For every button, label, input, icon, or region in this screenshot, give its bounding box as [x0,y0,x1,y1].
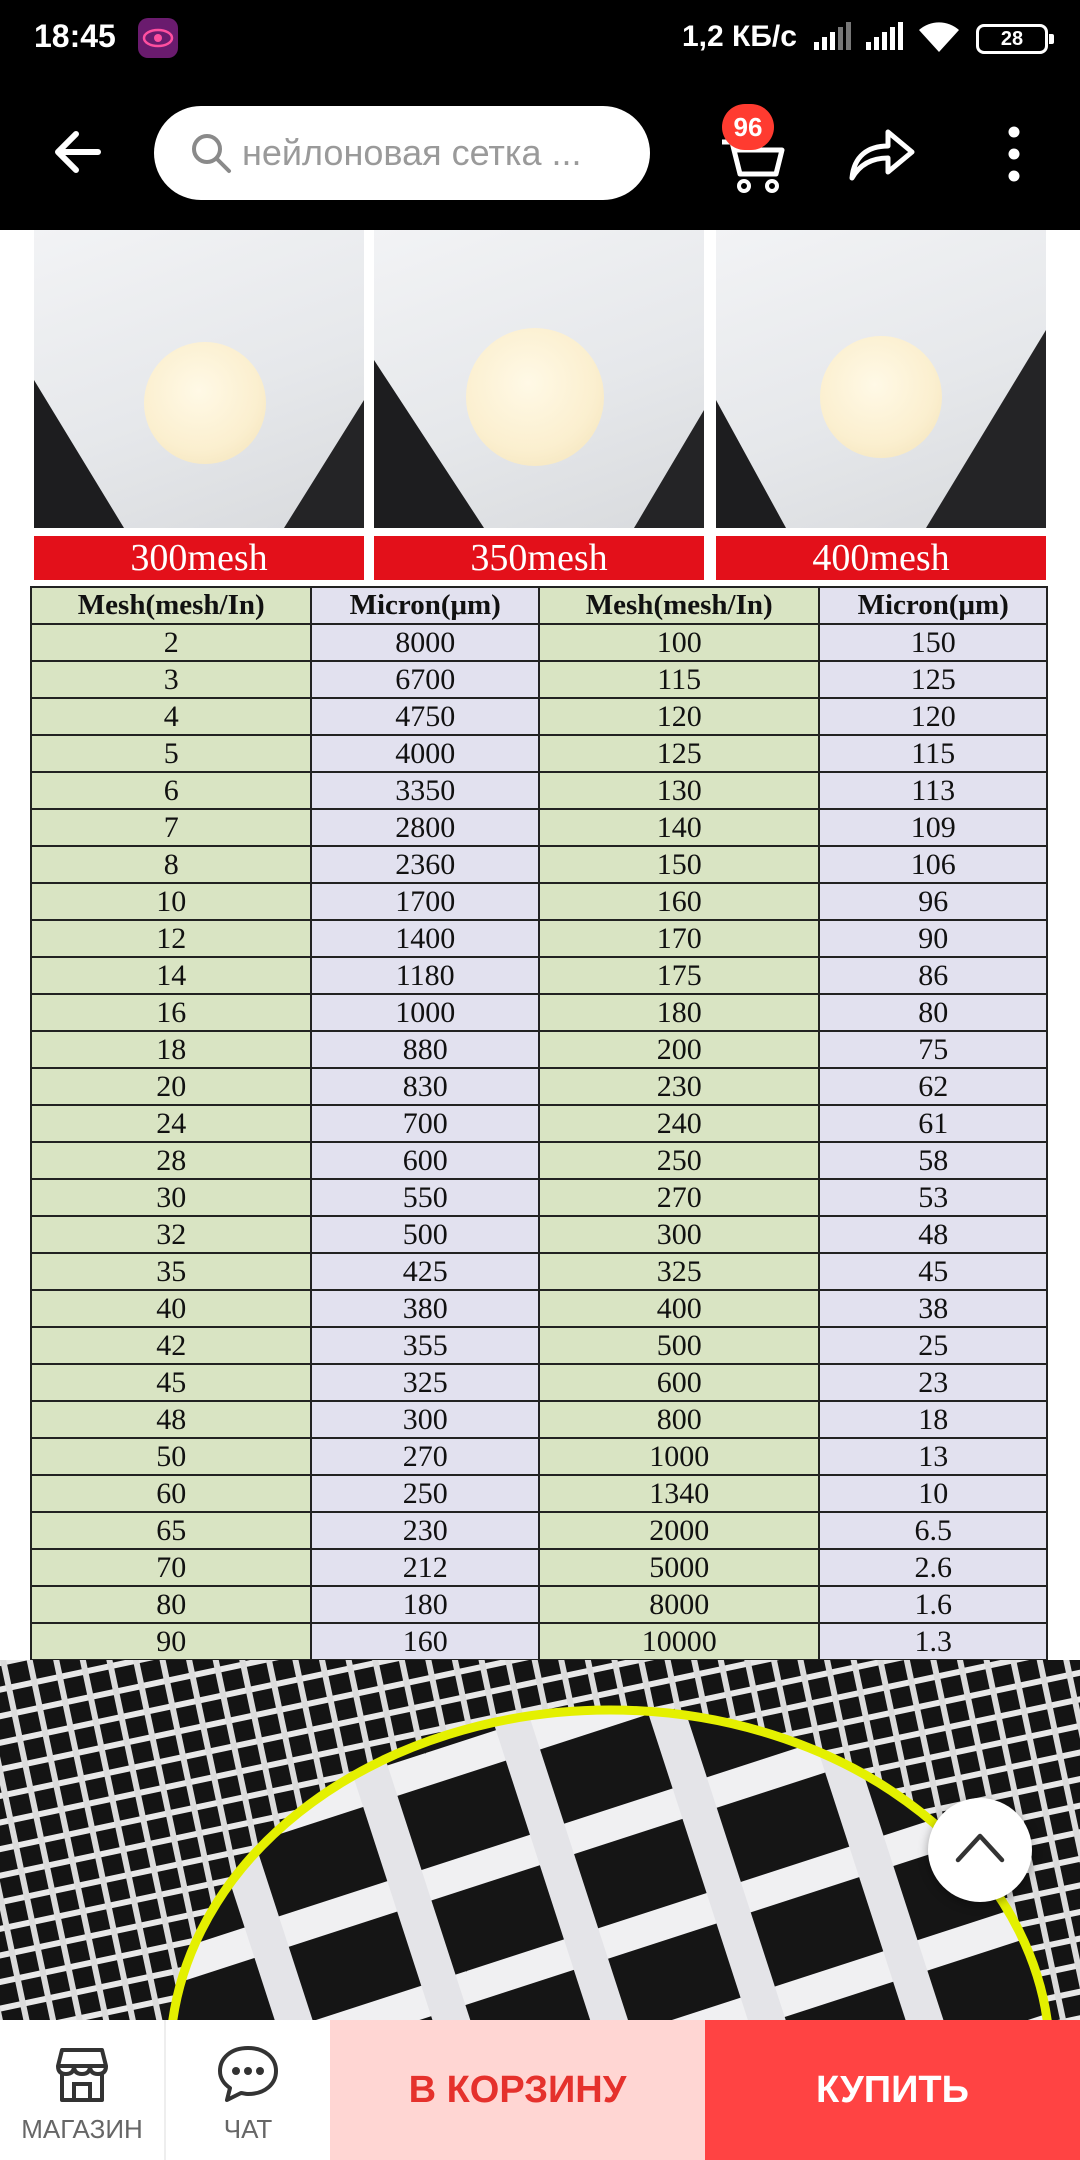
micron-cell: 23 [819,1364,1047,1401]
sample-photo-300 [34,230,364,528]
micron-cell: 62 [819,1068,1047,1105]
mesh-cell: 500 [539,1327,819,1364]
header-micron-1: Micron(μm) [311,587,539,624]
mesh-cell: 3 [31,661,311,698]
mesh-cell: 60 [31,1475,311,1512]
wifi-icon [917,20,961,54]
more-menu-icon[interactable] [996,122,1032,186]
mesh-cell: 150 [539,846,819,883]
table-row [31,1586,1047,1623]
micron-cell: 25 [819,1327,1047,1364]
micron-cell: 80 [819,994,1047,1031]
micron-cell: 830 [311,1068,539,1105]
micron-cell: 86 [819,957,1047,994]
mesh-cell: 70 [31,1549,311,1586]
mesh-cell: 20 [31,1068,311,1105]
mesh-cell: 6 [31,772,311,809]
mesh-cell: 250 [539,1142,819,1179]
mesh-micron-table [30,586,1048,1661]
back-arrow-icon[interactable] [48,122,108,182]
table-row [31,1216,1047,1253]
micron-cell: 58 [819,1142,1047,1179]
photo-label-350: 350mesh [374,536,704,580]
table-row [31,1142,1047,1179]
micron-cell: 250 [311,1475,539,1512]
micron-cell: 3350 [311,772,539,809]
micron-cell: 2800 [311,809,539,846]
mesh-cell: 100 [539,624,819,661]
micron-cell: 600 [311,1142,539,1179]
chat-button[interactable] [166,2020,330,2160]
table-row [31,1105,1047,1142]
eye-app-icon [138,18,178,58]
mesh-cell: 170 [539,920,819,957]
mesh-cell: 7 [31,809,311,846]
table-row [31,1512,1047,1549]
status-bar [0,0,1080,78]
table-row [31,1068,1047,1105]
photo-label-300: 300mesh [34,536,364,580]
table-row [31,735,1047,772]
table-row [31,1179,1047,1216]
battery-icon: 28 [976,24,1048,54]
share-icon[interactable] [846,126,916,182]
micron-cell: 1400 [311,920,539,957]
micron-cell: 550 [311,1179,539,1216]
micron-cell: 13 [819,1438,1047,1475]
table-row [31,1401,1047,1438]
micron-cell: 160 [311,1623,539,1660]
mesh-samples-image [0,230,1080,582]
mesh-cell: 1000 [539,1438,819,1475]
micron-cell: 113 [819,772,1047,809]
micron-cell: 150 [819,624,1047,661]
micron-cell: 380 [311,1290,539,1327]
micron-cell: 4000 [311,735,539,772]
search-query-text: нейлоновая сетка ... [242,132,582,173]
micron-cell: 45 [819,1253,1047,1290]
sample-photo-400 [716,230,1046,528]
mesh-cell: 1340 [539,1475,819,1512]
sample-photo-350 [374,230,704,528]
mesh-cell: 120 [539,698,819,735]
micron-cell: 425 [311,1253,539,1290]
search-icon [190,132,232,174]
micron-cell: 115 [819,735,1047,772]
signal-icon [812,22,852,52]
micron-cell: 6.5 [819,1512,1047,1549]
store-icon [50,2042,114,2106]
scroll-to-top-button[interactable] [928,1798,1032,1902]
mesh-cell: 24 [31,1105,311,1142]
header-mesh-1: Mesh(mesh/In) [31,587,311,624]
cart-button[interactable] [718,104,798,194]
mesh-cell: 230 [539,1068,819,1105]
mesh-cell: 140 [539,809,819,846]
micron-cell: 270 [311,1438,539,1475]
micron-cell: 120 [819,698,1047,735]
micron-cell: 300 [311,1401,539,1438]
mesh-cell: 240 [539,1105,819,1142]
mesh-cell: 180 [539,994,819,1031]
micron-cell: 2.6 [819,1549,1047,1586]
table-row [31,957,1047,994]
mesh-cell: 270 [539,1179,819,1216]
micron-cell: 48 [819,1216,1047,1253]
table-row [31,883,1047,920]
micron-cell: 2360 [311,846,539,883]
mesh-cell: 4 [31,698,311,735]
table-row [31,624,1047,661]
mesh-cell: 14 [31,957,311,994]
mesh-cell: 50 [31,1438,311,1475]
table-row [31,1549,1047,1586]
add-to-cart-button[interactable]: В КОРЗИНУ [330,2020,705,2160]
header-micron-2: Micron(μm) [819,587,1047,624]
mesh-cell: 300 [539,1216,819,1253]
mesh-cell: 10 [31,883,311,920]
mesh-cell: 175 [539,957,819,994]
table-row [31,1253,1047,1290]
mesh-cell: 30 [31,1179,311,1216]
table-body [31,624,1047,1660]
mesh-cell: 28 [31,1142,311,1179]
micron-cell: 53 [819,1179,1047,1216]
mesh-cell: 12 [31,920,311,957]
chat-label: ЧАТ [223,2114,273,2144]
micron-cell: 180 [311,1586,539,1623]
micron-cell: 90 [819,920,1047,957]
mesh-cell: 32 [31,1216,311,1253]
mesh-cell: 800 [539,1401,819,1438]
status-time: 18:45 [34,18,116,54]
table-row [31,846,1047,883]
micron-cell: 109 [819,809,1047,846]
mesh-cell: 42 [31,1327,311,1364]
table-row [31,920,1047,957]
bottom-action-bar [0,2020,1080,2160]
mesh-cell: 400 [539,1290,819,1327]
mesh-cell: 8000 [539,1586,819,1623]
mesh-cell: 35 [31,1253,311,1290]
table-row [31,1031,1047,1068]
micron-cell: 1180 [311,957,539,994]
mesh-cell: 80 [31,1586,311,1623]
top-bar [0,78,1080,230]
signal-icon-2 [864,22,904,52]
table-row [31,661,1047,698]
micron-cell: 325 [311,1364,539,1401]
mesh-cell: 130 [539,772,819,809]
table-row [31,994,1047,1031]
table-row [31,1290,1047,1327]
micron-cell: 61 [819,1105,1047,1142]
micron-cell: 1700 [311,883,539,920]
mesh-cell: 325 [539,1253,819,1290]
micron-cell: 4750 [311,698,539,735]
micron-cell: 355 [311,1327,539,1364]
buy-now-button[interactable]: КУПИТЬ [705,2020,1080,2160]
table-row [31,772,1047,809]
mesh-cell: 5 [31,735,311,772]
photo-label-400: 400mesh [716,536,1046,580]
table-row [31,1438,1047,1475]
cart-count-badge: 96 [722,104,774,150]
mesh-cell: 48 [31,1401,311,1438]
chevron-up-icon [954,1826,1006,1866]
table-row [31,1364,1047,1401]
table-row [31,809,1047,846]
mesh-cell: 18 [31,1031,311,1068]
mesh-closeup-image [0,1660,1080,2020]
micron-cell: 6700 [311,661,539,698]
mesh-cell: 200 [539,1031,819,1068]
mesh-cell: 2 [31,624,311,661]
mesh-cell: 5000 [539,1549,819,1586]
mesh-cell: 45 [31,1364,311,1401]
mesh-cell: 115 [539,661,819,698]
chat-icon [215,2042,281,2106]
table-row [31,698,1047,735]
table-row [31,1475,1047,1512]
mesh-cell: 16 [31,994,311,1031]
store-button[interactable] [0,2020,164,2160]
mesh-cell: 8 [31,846,311,883]
mesh-cell: 160 [539,883,819,920]
mesh-cell: 90 [31,1623,311,1660]
table-row [31,1327,1047,1364]
micron-cell: 230 [311,1512,539,1549]
micron-cell: 75 [819,1031,1047,1068]
micron-cell: 125 [819,661,1047,698]
micron-cell: 500 [311,1216,539,1253]
mesh-cell: 2000 [539,1512,819,1549]
search-input[interactable] [154,106,650,200]
mesh-cell: 65 [31,1512,311,1549]
table-header-row [31,587,1047,624]
micron-cell: 96 [819,883,1047,920]
mesh-cell: 10000 [539,1623,819,1660]
micron-cell: 1.3 [819,1623,1047,1660]
store-label: МАГАЗИН [21,2114,143,2144]
micron-cell: 880 [311,1031,539,1068]
micron-cell: 38 [819,1290,1047,1327]
micron-cell: 18 [819,1401,1047,1438]
micron-cell: 700 [311,1105,539,1142]
network-speed: 1,2 КБ/с [682,20,797,53]
mesh-cell: 125 [539,735,819,772]
micron-cell: 1000 [311,994,539,1031]
micron-cell: 8000 [311,624,539,661]
header-mesh-2: Mesh(mesh/In) [539,587,819,624]
mesh-cell: 600 [539,1364,819,1401]
micron-cell: 10 [819,1475,1047,1512]
micron-cell: 1.6 [819,1586,1047,1623]
micron-cell: 106 [819,846,1047,883]
micron-cell: 212 [311,1549,539,1586]
mesh-cell: 40 [31,1290,311,1327]
table-row [31,1623,1047,1660]
